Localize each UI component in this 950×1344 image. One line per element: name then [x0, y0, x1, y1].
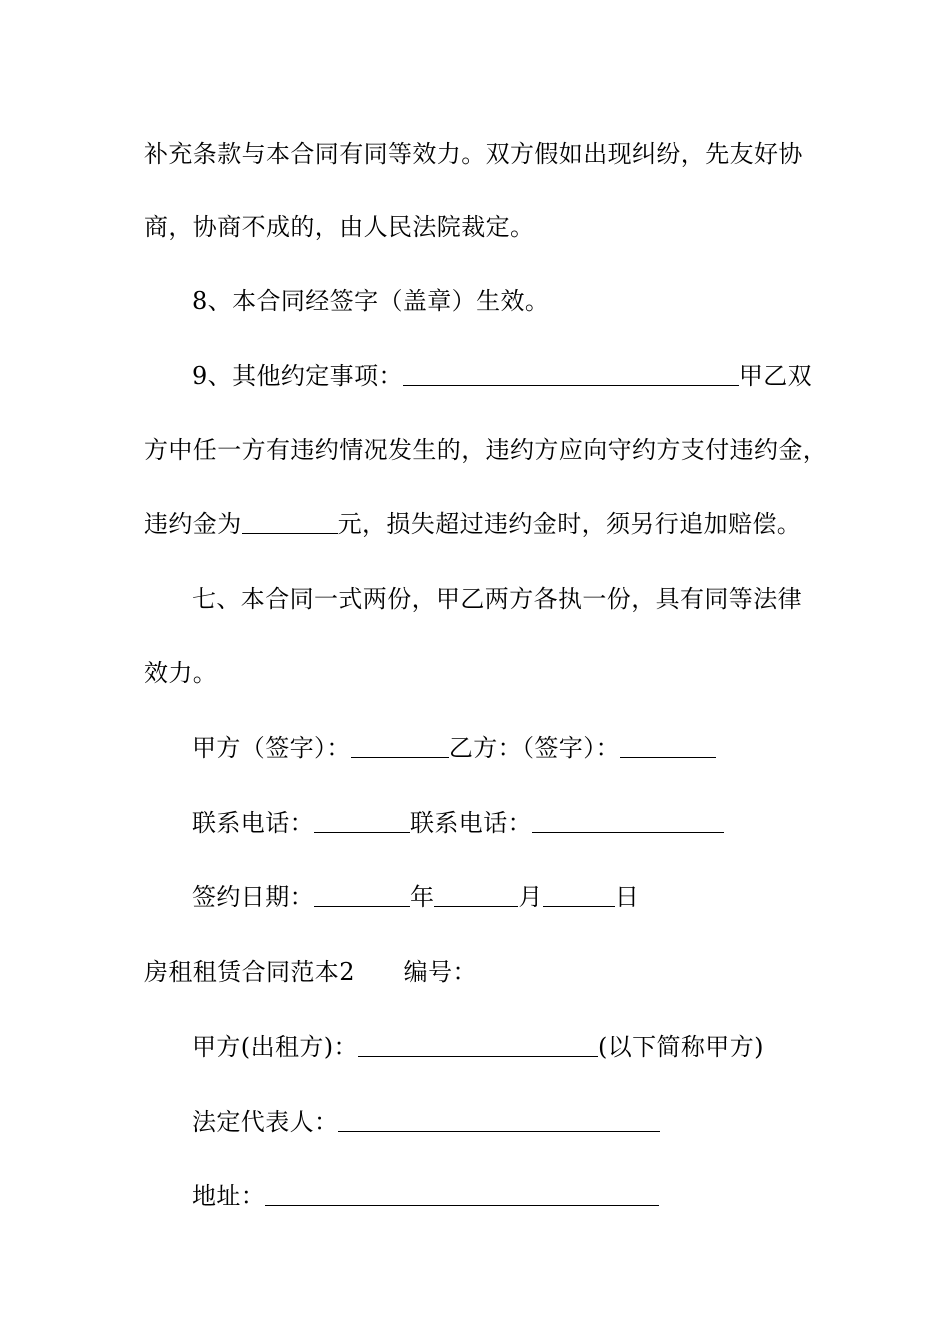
penalty-amount-blank	[242, 509, 338, 534]
signature-line	[192, 732, 872, 764]
paragraph-line-2: 商，协商不成的，由人民法院裁定。	[144, 213, 535, 241]
month-blank	[434, 882, 518, 907]
contract-title: 房租租赁合同范本2 编号：	[144, 958, 477, 986]
paragraph-line-1: 补充条款与本合同有同等效力。双方假如出现纠纷，先友好协	[144, 140, 803, 168]
phone-b-blank	[532, 808, 724, 833]
phone-a-label: 联系电话：	[192, 809, 314, 837]
party-a-sign-blank	[351, 733, 449, 758]
penalty-tail: 元，损失超过违约金时，须另行追加赔偿。	[337, 510, 802, 538]
day-blank	[543, 882, 615, 907]
lessor-line	[192, 1031, 872, 1063]
phone-line	[192, 807, 872, 839]
clause-9	[192, 360, 872, 392]
address-blank	[265, 1181, 659, 1206]
day-label: 日	[614, 883, 640, 911]
section-7: 七、本合同一式两份，甲乙两方各执一份，具有同等法律	[192, 585, 802, 613]
address-line	[192, 1180, 872, 1212]
paragraph-line-5: 方中任一方有违约情况发生的，违约方应向守约方支付违约金，	[144, 436, 828, 464]
phone-a-blank	[314, 808, 410, 833]
section-7-cont: 效力。	[144, 659, 218, 687]
phone-b-label: 联系电话：	[410, 809, 532, 837]
penalty-label: 违约金为	[144, 510, 242, 538]
legal-rep-label: 法定代表人：	[192, 1108, 339, 1136]
penalty-line	[144, 508, 824, 540]
legal-rep-blank	[338, 1107, 660, 1132]
lessor-tail: (以下简称甲方)	[597, 1033, 764, 1061]
year-blank	[314, 882, 410, 907]
sign-date-label: 签约日期：	[192, 883, 314, 911]
other-terms-blank	[403, 361, 739, 386]
lessor-label: 甲方(出租方)：	[192, 1033, 358, 1061]
address-label: 地址：	[192, 1182, 266, 1210]
party-b-sign-blank	[620, 733, 716, 758]
party-a-sign-label: 甲方（签字）：	[192, 734, 351, 762]
clause-9-label: 9、其他约定事项：	[192, 362, 403, 390]
clause-8: 8、本合同经签字（盖章）生效。	[192, 287, 550, 315]
sign-date-line	[192, 881, 872, 913]
lessor-blank	[358, 1032, 598, 1057]
party-b-sign-label: 乙方：（签字）：	[448, 734, 621, 762]
legal-rep-line	[192, 1106, 872, 1138]
year-label: 年	[410, 883, 435, 911]
clause-9-tail: 甲乙双	[738, 362, 813, 390]
month-label: 月	[518, 883, 543, 911]
